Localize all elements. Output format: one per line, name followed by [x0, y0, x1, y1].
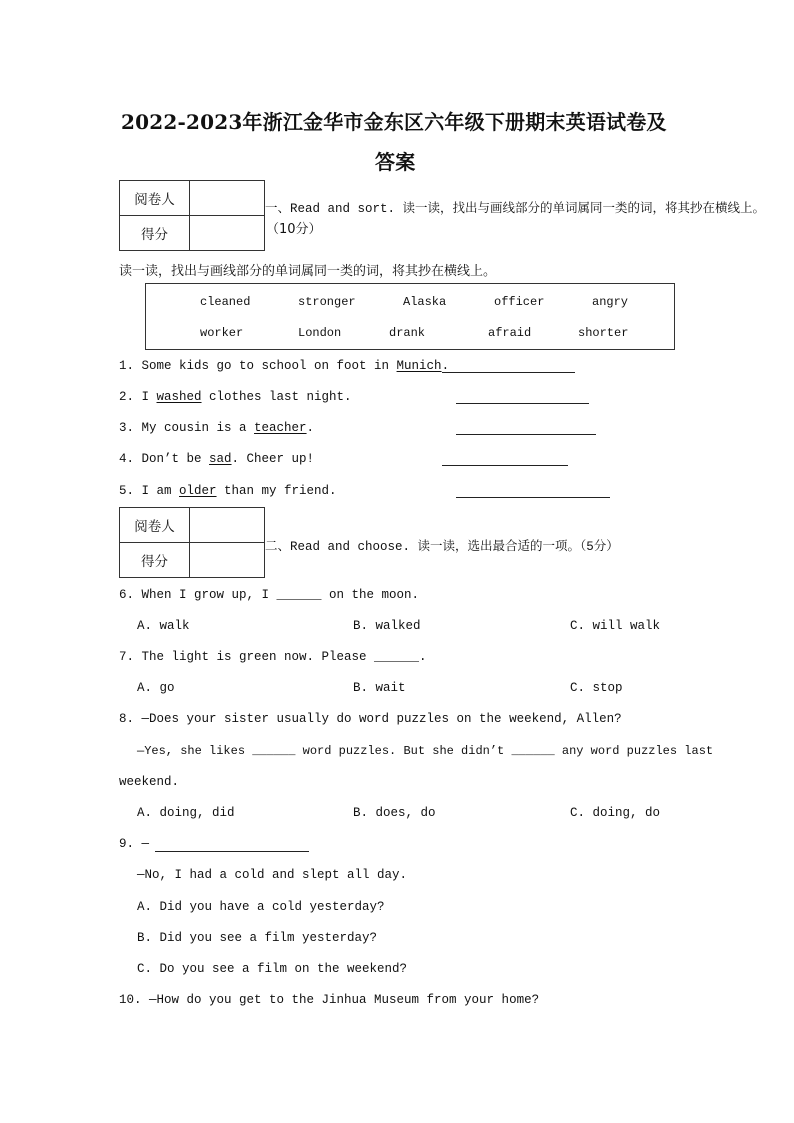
- score-label: 得分: [120, 543, 190, 578]
- question-8-reply-end: weekend.: [119, 775, 180, 789]
- reviewer-label: 阅卷人: [120, 508, 190, 543]
- option-b[interactable]: B. does, do: [353, 806, 436, 820]
- option-c[interactable]: C. Do you see a film on the weekend?: [137, 962, 408, 976]
- section2-heading: 二、Read and choose. 读一读，选出最合适的一项。（5分）: [265, 540, 619, 554]
- answer-blank-4[interactable]: [442, 465, 568, 466]
- option-a[interactable]: A. Did you have a cold yesterday?: [137, 900, 385, 914]
- answer-blank-1[interactable]: [442, 372, 575, 373]
- word: stronger: [298, 295, 356, 309]
- question-8-reply: —Yes, she likes ______ word puzzles. But she didn’t ______ any word puzzles last: [137, 744, 714, 758]
- question-9: 9. —: [119, 837, 150, 851]
- question-4: 4. Don’t be sad. Cheer up!: [119, 452, 315, 466]
- answer-blank-3[interactable]: [456, 434, 596, 435]
- option-b[interactable]: B. Did you see a film yesterday?: [137, 931, 378, 945]
- question-9-reply: —No, I had a cold and slept all day.: [137, 868, 408, 882]
- option-a[interactable]: A. go: [137, 681, 175, 695]
- section1-heading: 一、Read and sort. 读一读，找出与画线部分的单词属同一类的词，将其抄在横线上。: [265, 202, 766, 216]
- option-c[interactable]: C. doing, do: [570, 806, 661, 820]
- word: worker: [200, 326, 244, 340]
- word: shorter: [578, 326, 629, 340]
- word: cleaned: [200, 295, 251, 309]
- question-1: 1. Some kids go to school on foot in Munich.: [119, 359, 450, 373]
- score-cell: [190, 543, 265, 578]
- section1-instruction: 读一读，找出与画线部分的单词属同一类的词，将其抄在横线上。: [119, 264, 497, 279]
- answer-blank-2[interactable]: [456, 403, 589, 404]
- reviewer-label: 阅卷人: [120, 181, 190, 216]
- option-c[interactable]: C. stop: [570, 681, 623, 695]
- page-title: 2022-2023年浙江金华市金东区六年级下册期末英语试卷及: [121, 110, 667, 134]
- word: angry: [592, 295, 629, 309]
- reviewer-cell: [190, 181, 265, 216]
- reviewer-cell: [190, 508, 265, 543]
- question-7: 7. The light is green now. Please ______.: [119, 650, 427, 664]
- question-10: 10. —How do you get to the Jinhua Museum from your home?: [119, 993, 540, 1007]
- word-bank: [145, 283, 675, 350]
- word: Alaska: [403, 295, 447, 309]
- question-8: 8. —Does your sister usually do word puzzles on the weekend, Allen?: [119, 712, 622, 726]
- page-title-continued: 答案: [375, 150, 416, 174]
- option-b[interactable]: B. walked: [353, 619, 421, 633]
- score-cell: [190, 216, 265, 251]
- answer-blank-5[interactable]: [456, 497, 610, 498]
- option-c[interactable]: C. will walk: [570, 619, 661, 633]
- option-a[interactable]: A. walk: [137, 619, 190, 633]
- word: London: [298, 326, 342, 340]
- word: officer: [494, 295, 545, 309]
- score-table-2: [119, 507, 265, 578]
- question-3: 3. My cousin is a teacher.: [119, 421, 315, 435]
- question-6: 6. When I grow up, I ______ on the moon.: [119, 588, 420, 602]
- score-table-1: [119, 180, 265, 251]
- word: drank: [389, 326, 426, 340]
- question-2: 2. I washed clothes last night.: [119, 390, 352, 404]
- answer-blank-9[interactable]: [155, 851, 309, 852]
- score-label: 得分: [120, 216, 190, 251]
- section1-points: （10分）: [266, 222, 322, 237]
- word: afraid: [488, 326, 532, 340]
- option-b[interactable]: B. wait: [353, 681, 406, 695]
- option-a[interactable]: A. doing, did: [137, 806, 235, 820]
- question-5: 5. I am older than my friend.: [119, 484, 337, 498]
